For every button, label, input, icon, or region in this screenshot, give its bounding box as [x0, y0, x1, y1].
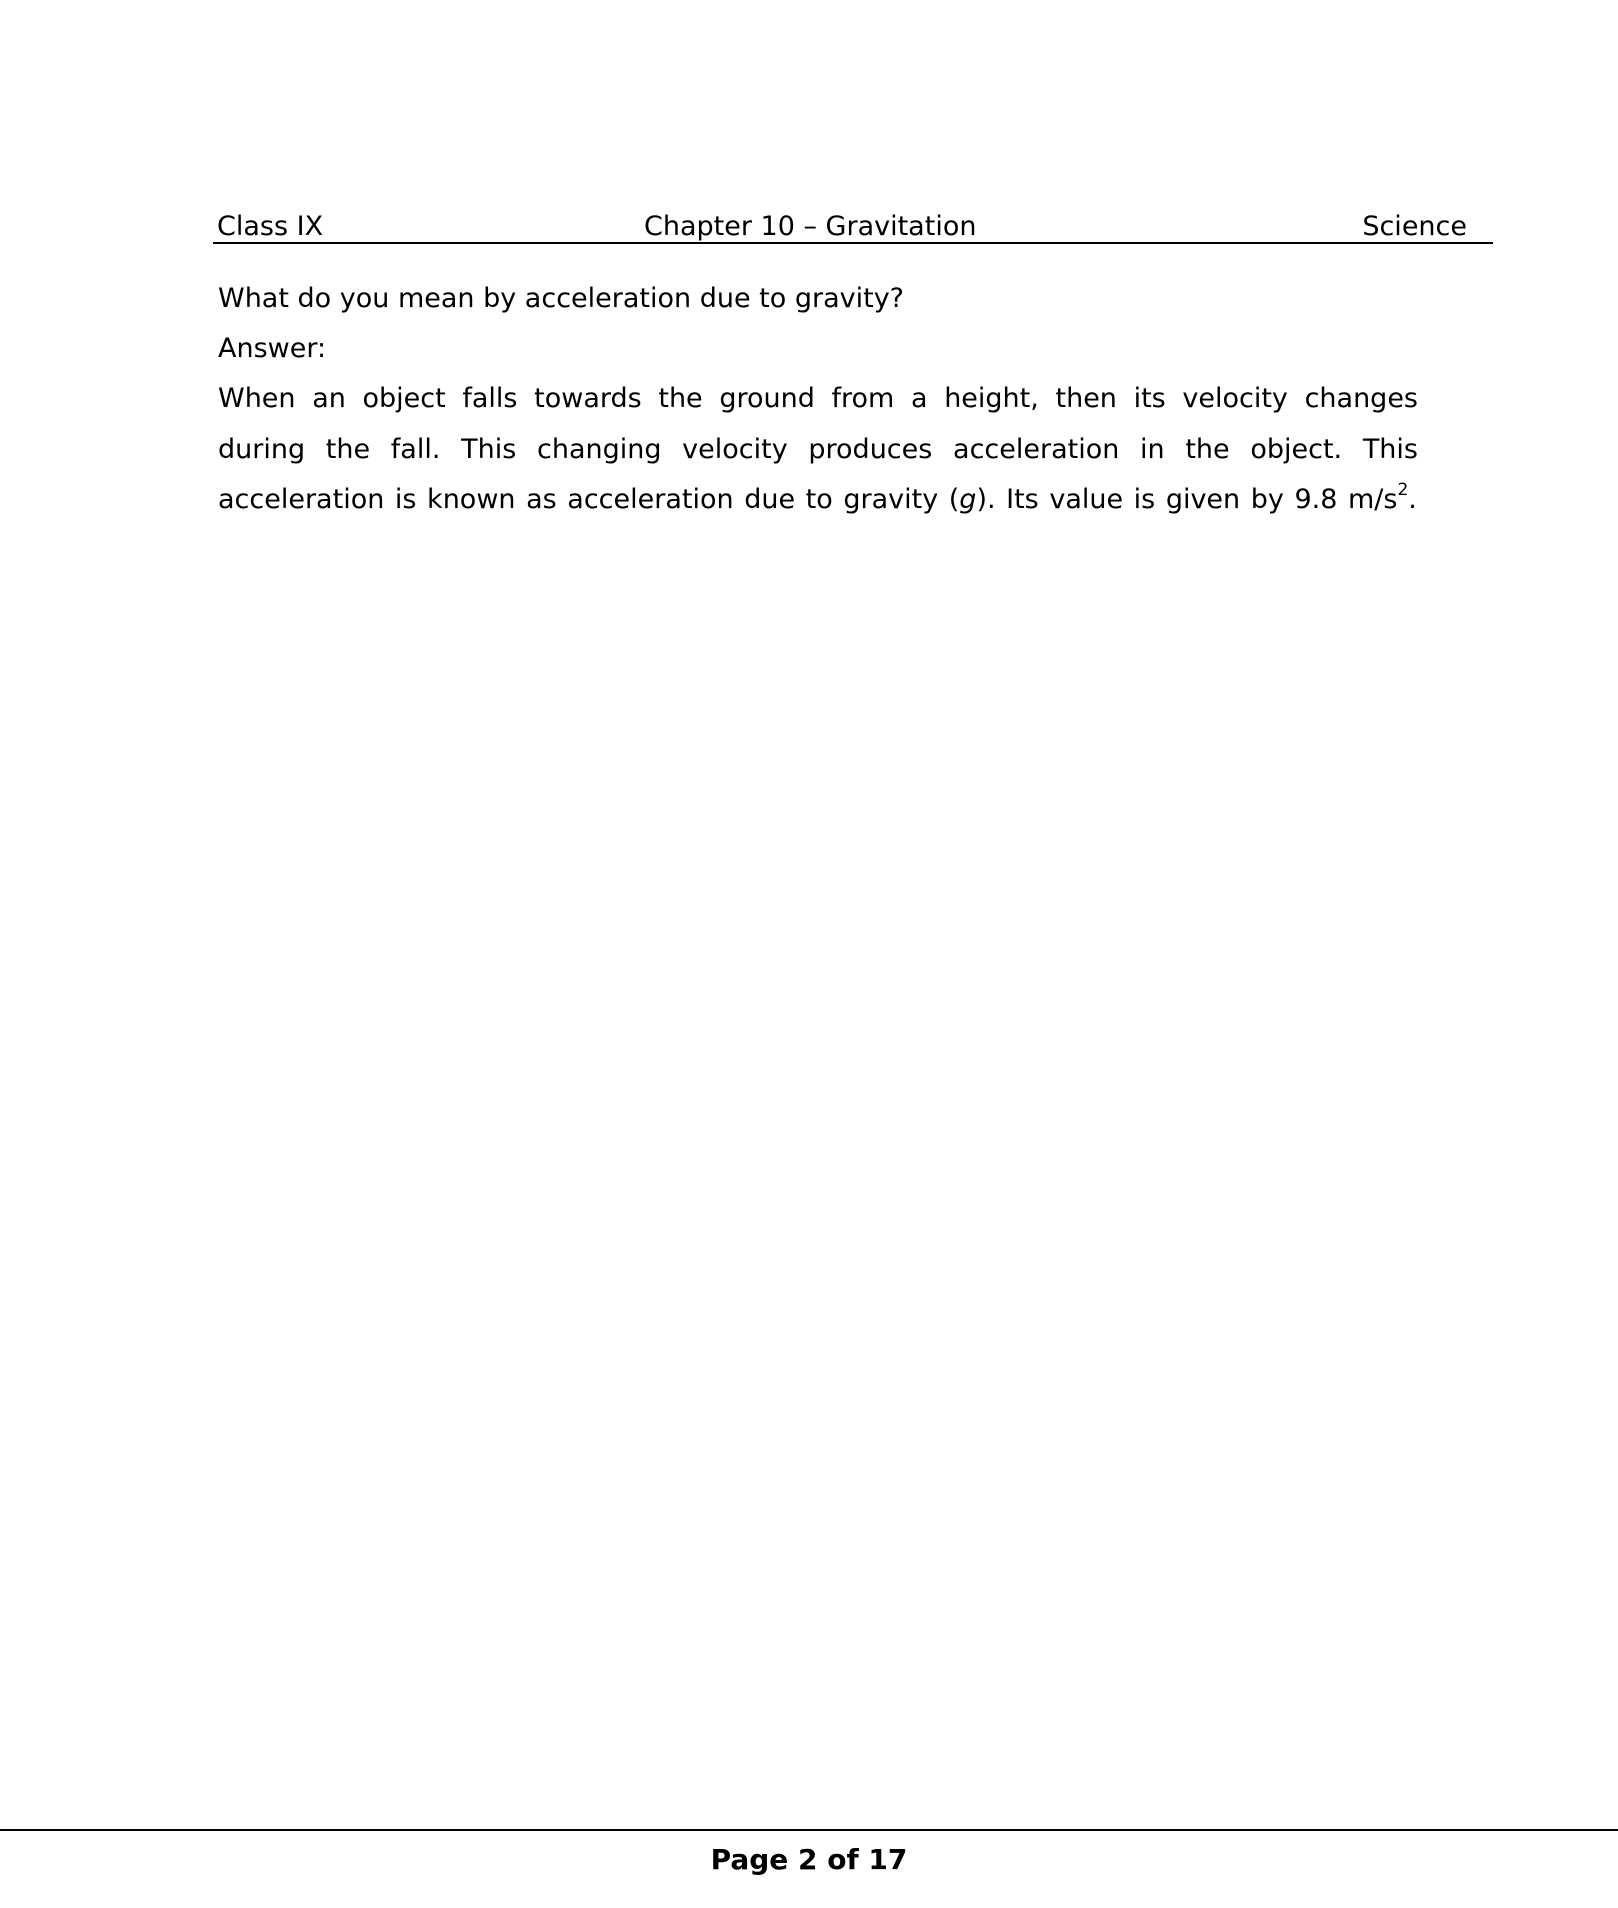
- answer-text-part-2: ). Its value is given by 9.8 m/s: [976, 484, 1398, 515]
- page-number: Page 2 of 17: [710, 1843, 908, 1876]
- header-class-label: Class IX: [217, 211, 324, 242]
- footer-divider: [0, 1829, 1618, 1831]
- answer-text-part-1: When an object falls towards the ground from a height, then its velocity changes during the fall. This changing velocity produces acceleration in the object. This acceleration is known as acceleration due to gravity (: [218, 383, 1418, 515]
- unit-exponent: 2: [1397, 480, 1409, 500]
- gravity-symbol: g: [959, 484, 977, 515]
- header-subject-label: Science: [1362, 211, 1467, 242]
- question-text: What do you mean by acceleration due to gravity?: [218, 283, 905, 314]
- page-header: [213, 204, 1493, 244]
- header-chapter-title: Chapter 10 – Gravitation: [644, 211, 977, 242]
- page-content: [218, 274, 1418, 526]
- answer-text-end: .: [1408, 484, 1417, 515]
- answer-paragraph: [218, 374, 1418, 526]
- answer-label: Answer:: [218, 333, 327, 364]
